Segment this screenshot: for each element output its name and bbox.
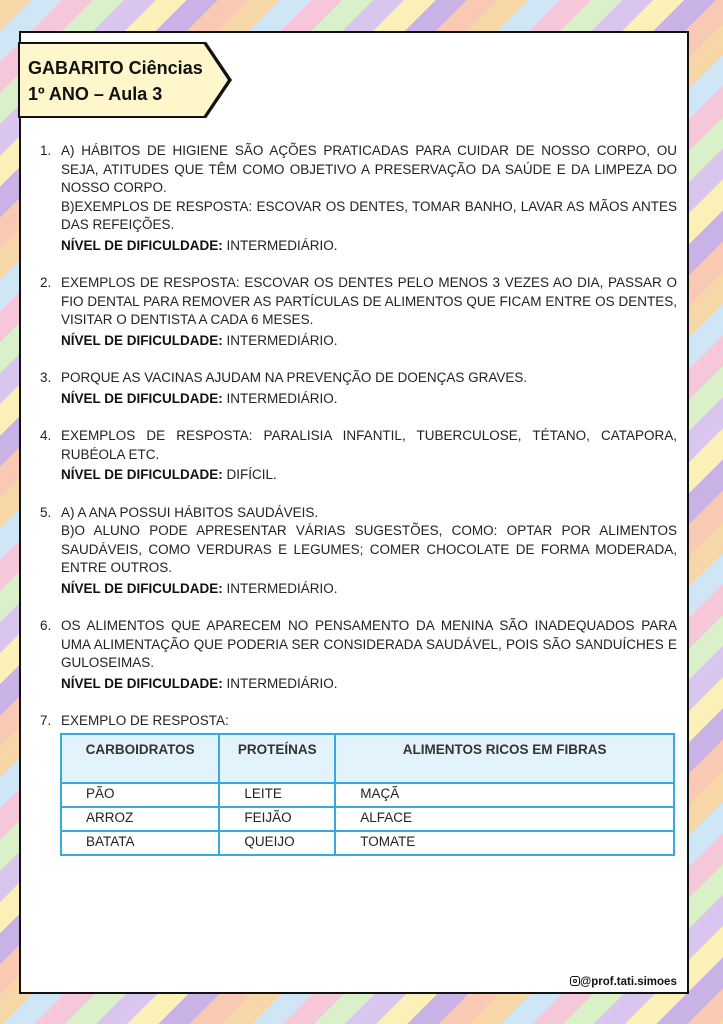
header-fibras: ALIMENTOS RICOS EM FIBRAS xyxy=(335,734,674,783)
difficulty-label: NÍVEL DE DIFICULDADE: xyxy=(61,332,223,348)
difficulty-level xyxy=(61,390,677,409)
table-cell: BATATA xyxy=(61,831,219,855)
answer-text: B)O ALUNO PODE APRESENTAR VÁRIAS SUGESTÕES, COMO: OPTAR POR ALIMENTOS SAUDÁVEIS, COMO VERDURAS E LEGUMES; COMER CHOCOLATE DE FORMA MODERADA, ENTRE OUTROS. xyxy=(61,523,677,575)
header-carboidratos: CARBOIDRATOS xyxy=(61,734,219,783)
table-cell: FEIJÃO xyxy=(219,807,335,831)
title-tag-text xyxy=(28,55,218,107)
question-7 xyxy=(40,712,677,856)
table-row xyxy=(61,831,674,855)
instagram-icon xyxy=(570,976,580,986)
question-4 xyxy=(40,427,677,485)
difficulty-label: NÍVEL DE DIFICULDADE: xyxy=(61,390,223,406)
difficulty-level xyxy=(61,332,677,351)
difficulty-label: NÍVEL DE DIFICULDADE: xyxy=(61,580,223,596)
answer-text: A) A ANA POSSUI HÁBITOS SAUDÁVEIS. xyxy=(61,504,319,520)
difficulty-label: NÍVEL DE DIFICULDADE: xyxy=(61,237,223,253)
difficulty-level xyxy=(61,675,677,694)
table-row xyxy=(61,783,674,807)
difficulty-level xyxy=(61,466,677,485)
question-3 xyxy=(40,369,677,408)
question-number: 2. xyxy=(40,275,52,290)
answer-text: EXEMPLOS DE RESPOSTA: ESCOVAR OS DENTES PELO MENOS 3 VEZES AO DIA, PASSAR O FIO DENTAL PARA REMOVER AS PARTÍCULAS DE ALIMENTOS QUE FICAM ENTRE OS DENTES, VISITAR O DENTISTA A CADA 6 MESES. xyxy=(61,275,677,327)
instagram-credit xyxy=(570,976,677,988)
question-5 xyxy=(40,504,677,599)
instagram-handle: @prof.tati.simoes xyxy=(580,976,677,988)
table-cell: TOMATE xyxy=(335,831,674,855)
answer-text: B)EXEMPLOS DE RESPOSTA: ESCOVAR OS DENTES, TOMAR BANHO, LAVAR AS MÃOS ANTES DAS REFEIÇÕES. xyxy=(61,198,677,232)
difficulty-value: INTERMEDIÁRIO. xyxy=(226,237,338,253)
table-header-row xyxy=(61,734,674,783)
question-6 xyxy=(40,617,677,693)
question-2 xyxy=(40,274,677,350)
difficulty-value: INTERMEDIÁRIO. xyxy=(226,332,338,348)
question-number: 5. xyxy=(40,504,52,520)
table-cell: LEITE xyxy=(219,783,335,807)
question-number: 1. xyxy=(40,143,52,158)
title-line-2: 1º ANO – Aula 3 xyxy=(28,84,163,104)
answer-text: PORQUE AS VACINAS AJUDAM NA PREVENÇÃO DE DOENÇAS GRAVES. xyxy=(61,370,528,385)
answer-text: A) HÁBITOS DE HIGIENE SÃO AÇÕES PRATICADAS PARA CUIDAR DE NOSSO CORPO, OU SEJA, ATITUDES QUE TÊM COMO OBJETIVO A PRESERVAÇÃO DA SAÚDE E DA LIMPEZA DO NOSSO CORPO. xyxy=(61,143,677,195)
answer-text: EXEMPLOS DE RESPOSTA: PARALISIA INFANTIL, TUBERCULOSE, TÉTANO, CATAPORA, RUBÉOLA ETC. xyxy=(61,428,677,462)
food-groups-table xyxy=(60,733,675,856)
difficulty-label: NÍVEL DE DIFICULDADE: xyxy=(61,467,223,482)
header-proteinas: PROTEÍNAS xyxy=(219,734,335,783)
question-number: 6. xyxy=(40,618,52,633)
table-cell: QUEIJO xyxy=(219,831,335,855)
table-cell: PÃO xyxy=(61,783,219,807)
table-cell: ALFACE xyxy=(335,807,674,831)
difficulty-value: DIFÍCIL. xyxy=(226,467,277,482)
difficulty-value: INTERMEDIÁRIO. xyxy=(226,390,338,406)
question-number: 3. xyxy=(40,370,52,385)
difficulty-level xyxy=(61,580,677,599)
answer-text: OS ALIMENTOS QUE APARECEM NO PENSAMENTO DA MENINA SÃO INADEQUADOS PARA UMA ALIMENTAÇÃO QUE PODERIA SER CONSIDERADA SAUDÁVEL, POIS SÃO SANDUÍCHES E GULOSEIMAS. xyxy=(61,618,677,670)
table-cell: MAÇÃ xyxy=(335,783,674,807)
table-cell: ARROZ xyxy=(61,807,219,831)
difficulty-value: INTERMEDIÁRIO. xyxy=(226,675,338,691)
answer-text: EXEMPLO DE RESPOSTA: xyxy=(61,713,229,728)
question-number: 4. xyxy=(40,428,52,443)
question-1 xyxy=(40,142,677,255)
difficulty-label: NÍVEL DE DIFICULDADE: xyxy=(61,675,223,691)
difficulty-value: INTERMEDIÁRIO. xyxy=(226,580,338,596)
title-line-1: GABARITO Ciências xyxy=(28,58,203,78)
table-row xyxy=(61,807,674,831)
question-number: 7. xyxy=(40,713,52,728)
difficulty-level xyxy=(61,237,677,256)
answers-list xyxy=(40,142,677,856)
